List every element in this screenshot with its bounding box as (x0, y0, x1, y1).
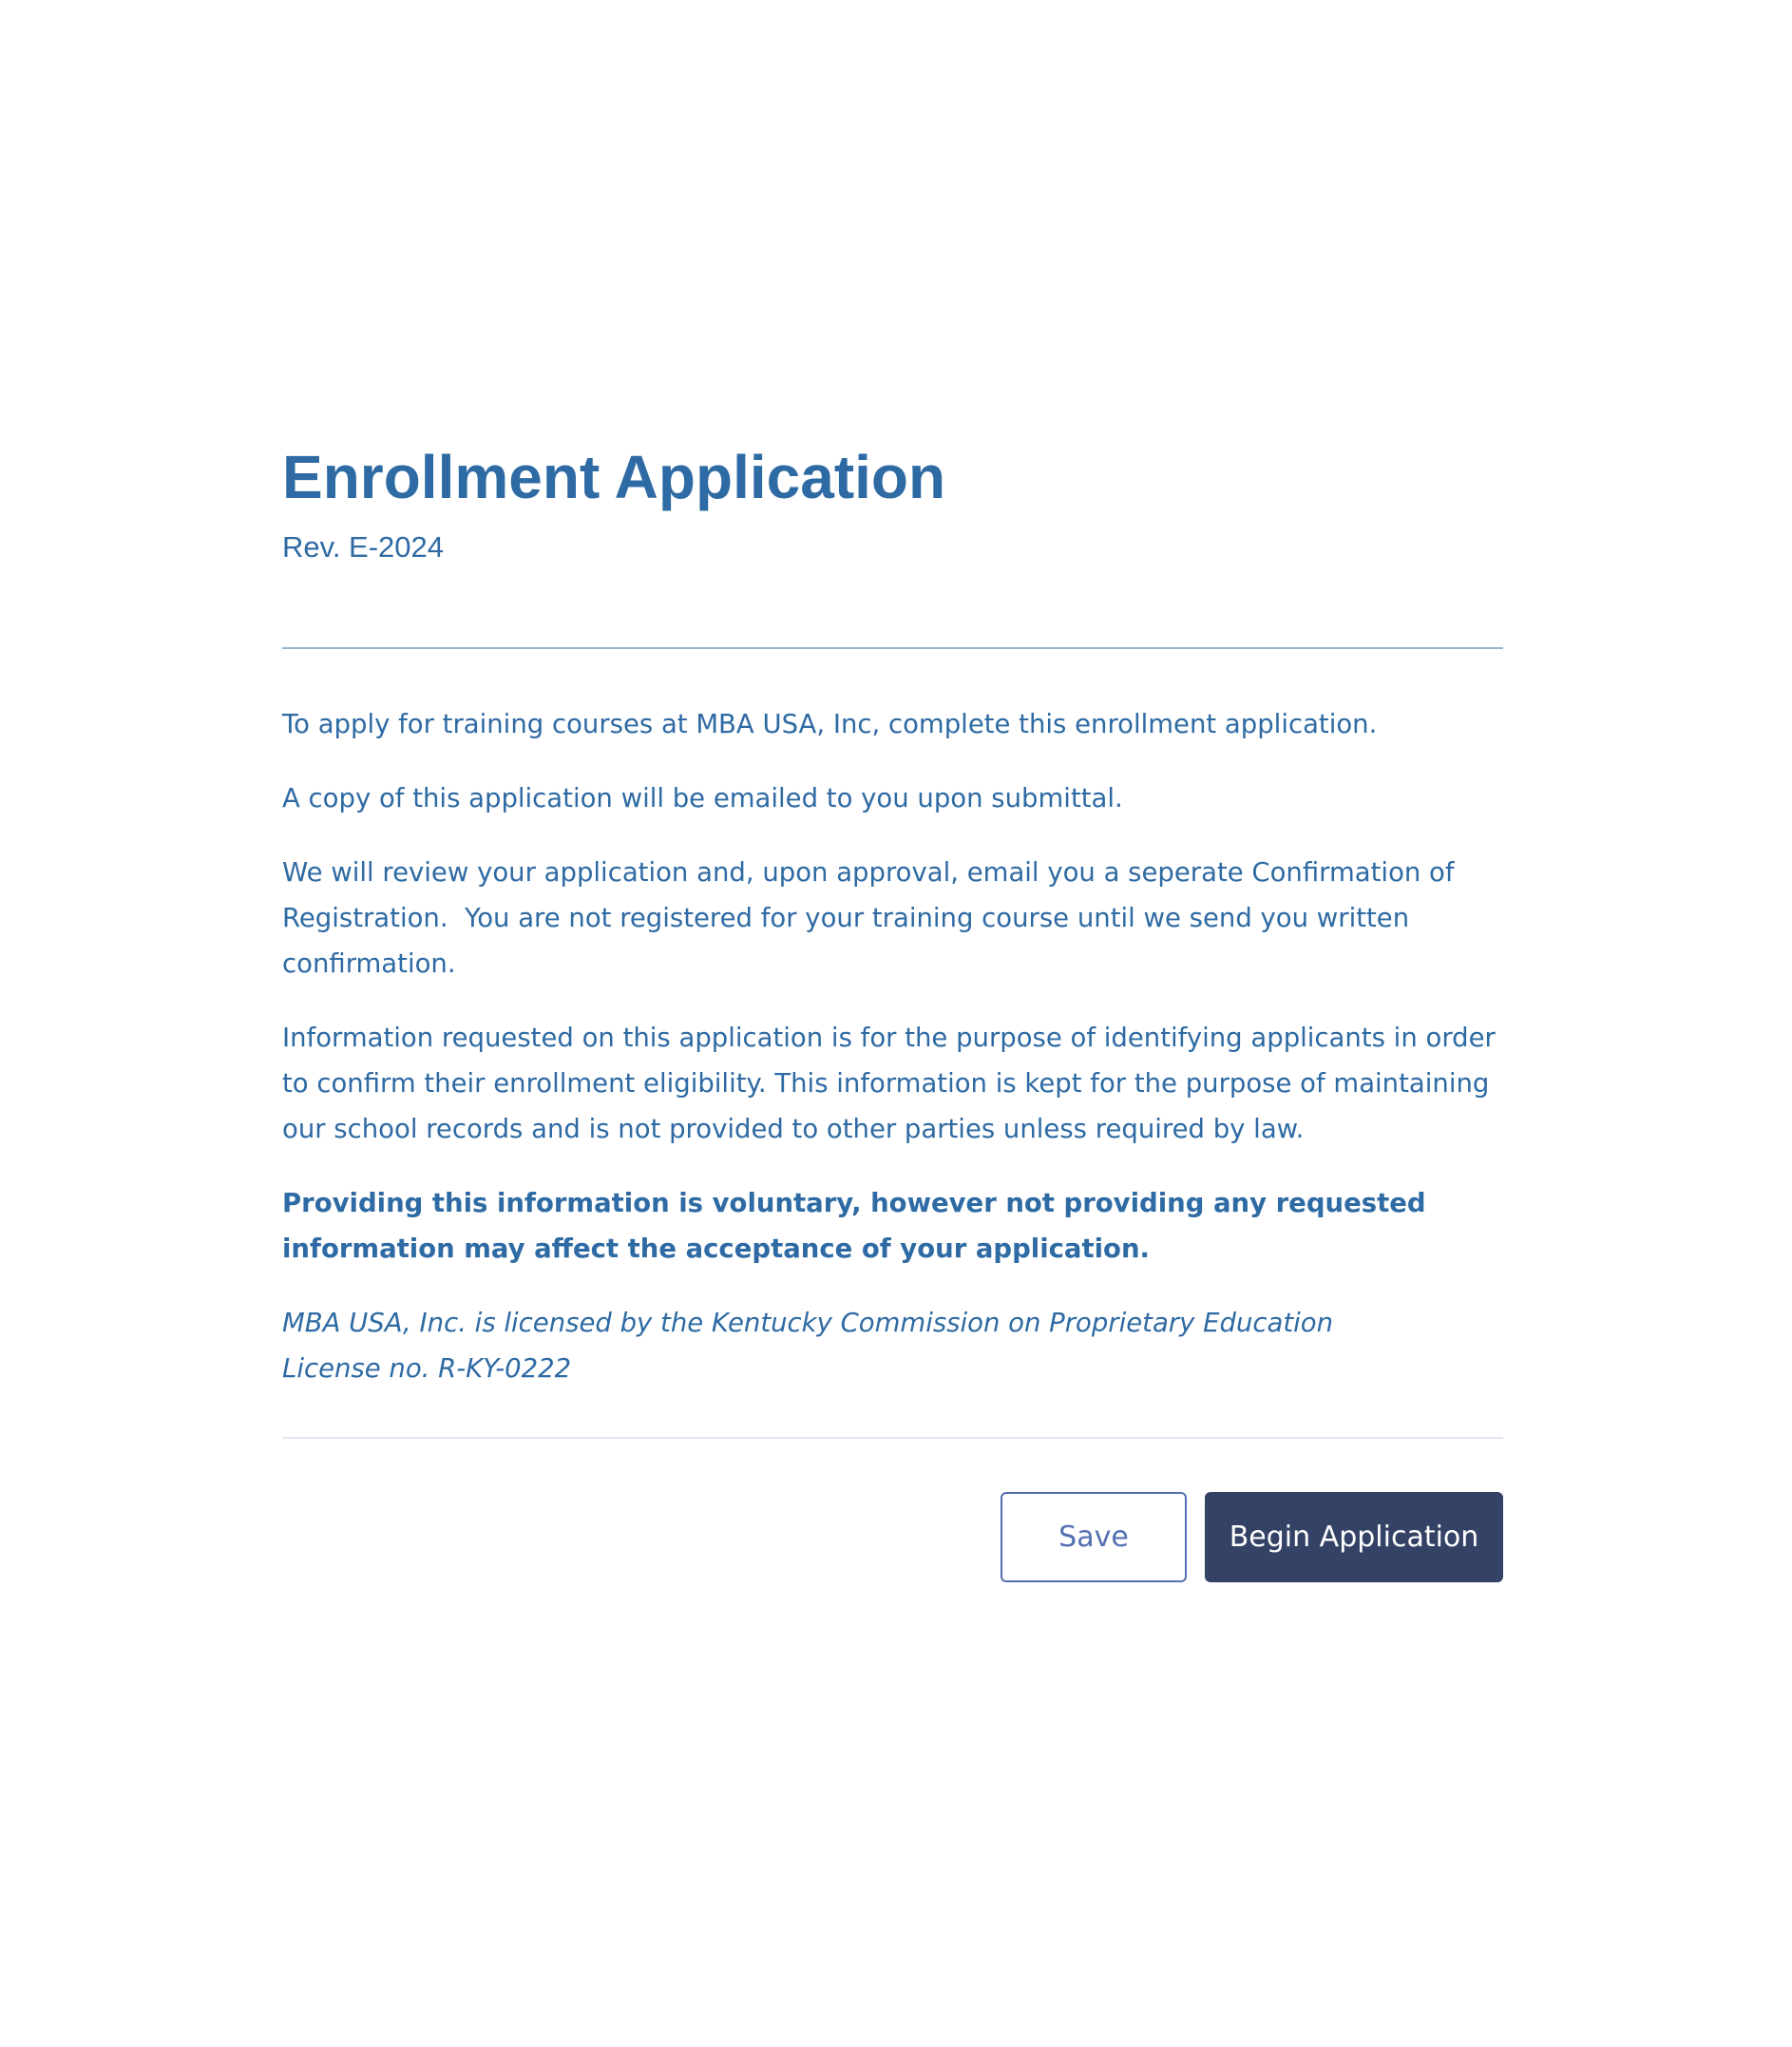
save-button[interactable]: Save (1001, 1492, 1187, 1582)
page-title: Enrollment Application (282, 443, 946, 511)
intro-paragraph: We will review your application and, upon approval, email you a seperate Confirmation of Registration. You are not registered for your training course until we send you written confirmation. (282, 857, 1455, 979)
intro-text (282, 701, 1503, 1420)
license-notice (282, 1300, 1503, 1391)
intro-paragraph: A copy of this application will be emailed to you upon submittal. (282, 783, 1123, 813)
intro-paragraph: Information requested on this application is for the purpose of identifying applicants in order to confirm their enrollment eligibility. This information is kept for the purpose of maintaining our school records and is not provided to other parties unless required by law. (282, 1023, 1496, 1144)
footer-divider (282, 1437, 1503, 1439)
header-divider (282, 647, 1503, 649)
voluntary-notice: Providing this information is voluntary, however not providing any requested information may affect the acceptance of your application. (282, 1188, 1426, 1264)
license-line-1: MBA USA, Inc. is licensed by the Kentucky Commission on Proprietary Education (282, 1308, 1334, 1338)
revision-label: Rev. E-2024 (282, 530, 445, 564)
begin-application-button[interactable]: Begin Application (1205, 1492, 1503, 1582)
license-line-2: License no. R-KY-0222 (282, 1353, 572, 1384)
intro-paragraph: To apply for training courses at MBA USA, Inc, complete this enrollment application. (282, 709, 1378, 739)
